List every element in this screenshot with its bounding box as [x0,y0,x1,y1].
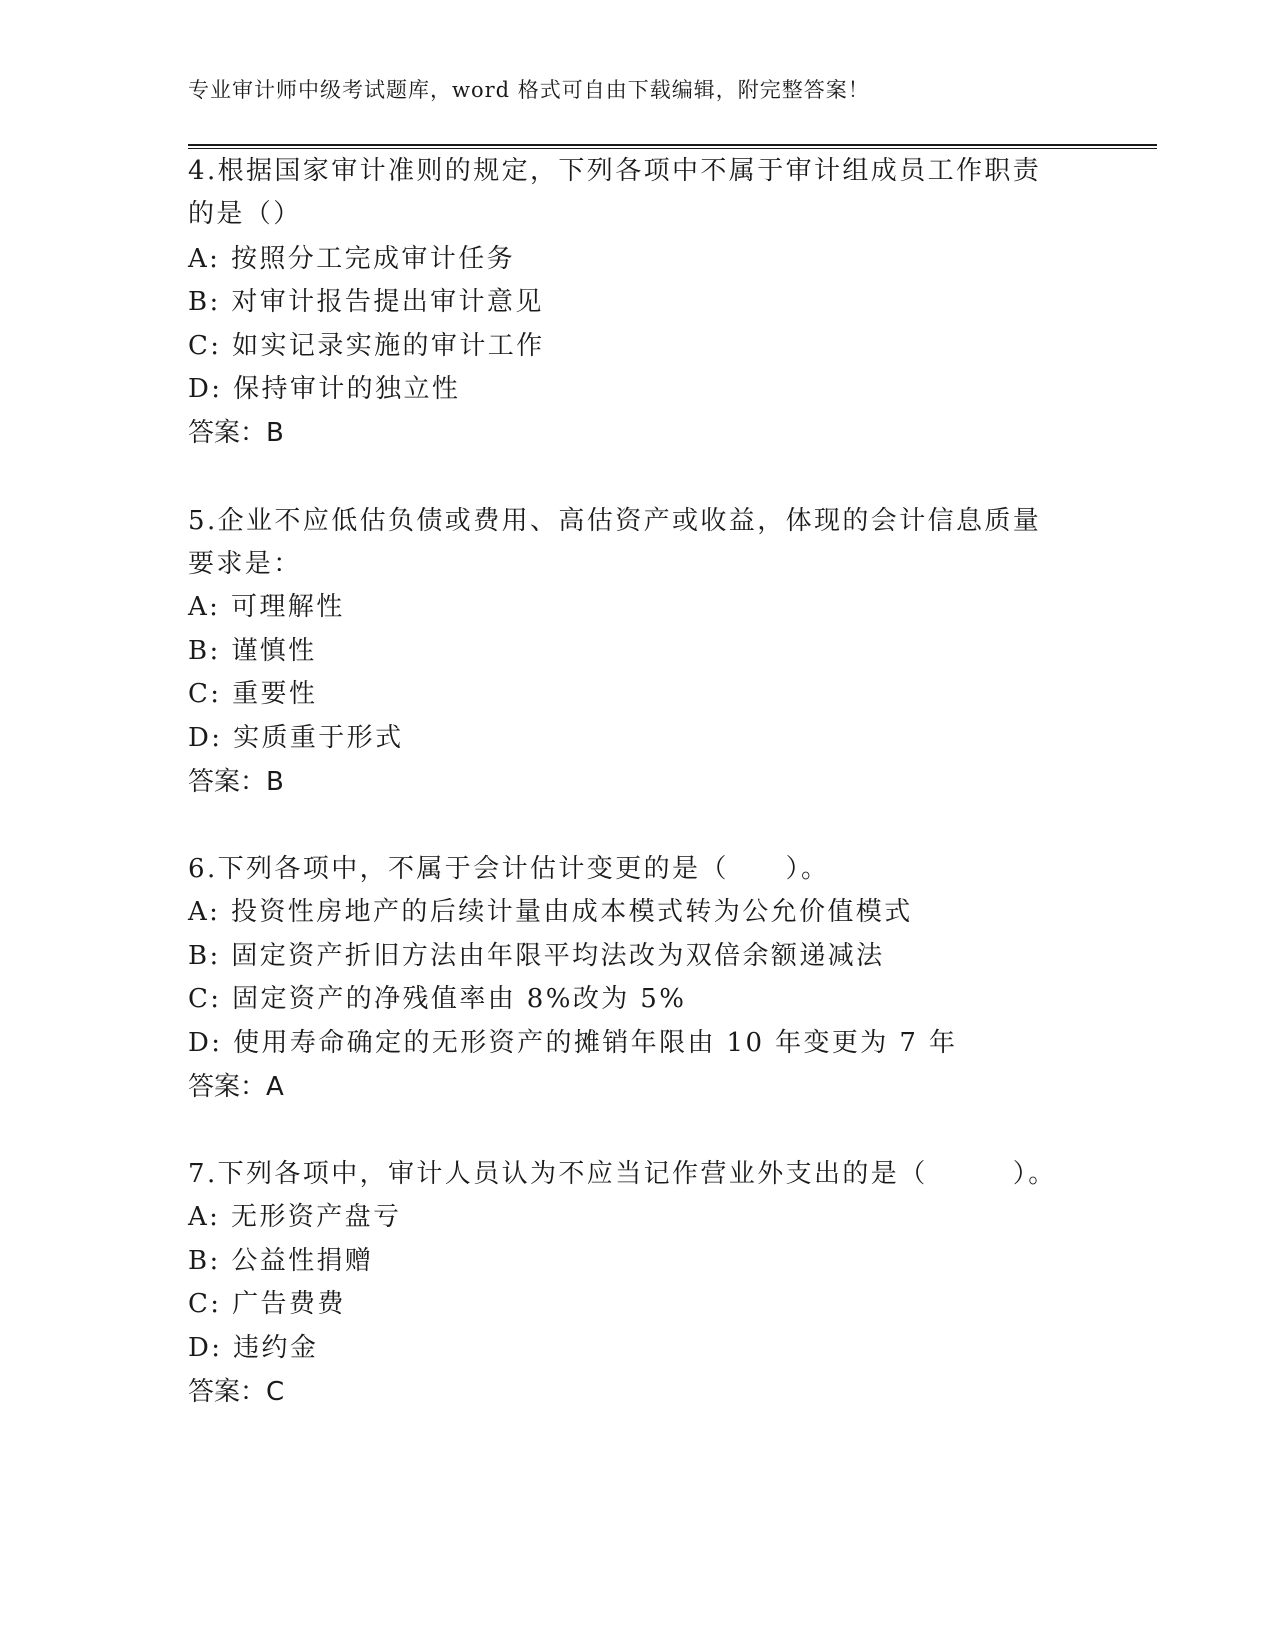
header-divider [188,144,1157,149]
question-4-option-a: A: 按照分工完成审计任务 [188,244,516,274]
question-5-option-d: D: 实质重于形式 [188,723,404,753]
question-7-option-a: A: 无形资产盘亏 [188,1202,402,1232]
page-header: 专业审计师中级考试题库，word 格式可自由下载编辑，附完整答案！ [188,78,870,102]
question-5-option-b: B: 谨慎性 [188,636,317,666]
question-6-answer: 答案：A [188,1072,284,1102]
question-4-stem: 4.根据国家审计准则的规定，下列各项中不属于审计组成员工作职责 [188,156,1042,186]
question-6-option-b: B: 固定资产折旧方法由年限平均法改为双倍余额递减法 [188,941,885,971]
question-7-option-c: C: 广告费费 [188,1289,346,1319]
question-6-stem: 6.下列各项中，不属于会计估计变更的是（ ）。 [188,854,830,884]
question-4-option-b: B: 对审计报告提出审计意见 [188,287,544,317]
question-5-stem: 5.企业不应低估负债或费用、高估资产或收益，体现的会计信息质量 [188,506,1042,536]
question-5-answer: 答案：B [188,767,284,797]
question-5-stem-continued: 要求是： [188,549,302,579]
question-4-option-c: C: 如实记录实施的审计工作 [188,331,545,361]
question-4-stem-continued: 的是（） [188,199,302,229]
question-7-answer: 答案：C [188,1377,285,1407]
question-5-option-a: A: 可理解性 [188,592,345,622]
question-4-answer: 答案：B [188,418,284,448]
question-7-option-b: B: 公益性捐赠 [188,1246,374,1276]
question-4-option-d: D: 保持审计的独立性 [188,374,461,404]
question-7-stem: 7.下列各项中，审计人员认为不应当记作营业外支出的是（ ）。 [188,1159,1057,1189]
question-6-option-c: C: 固定资产的净残值率由 8%改为 5% [188,984,687,1014]
question-7-option-d: D: 违约金 [188,1333,319,1363]
question-6-option-a: A: 投资性房地产的后续计量由成本模式转为公允价值模式 [188,897,913,927]
question-6-option-d: D: 使用寿命确定的无形资产的摊销年限由 10 年变更为 7 年 [188,1028,958,1058]
question-5-option-c: C: 重要性 [188,679,318,709]
